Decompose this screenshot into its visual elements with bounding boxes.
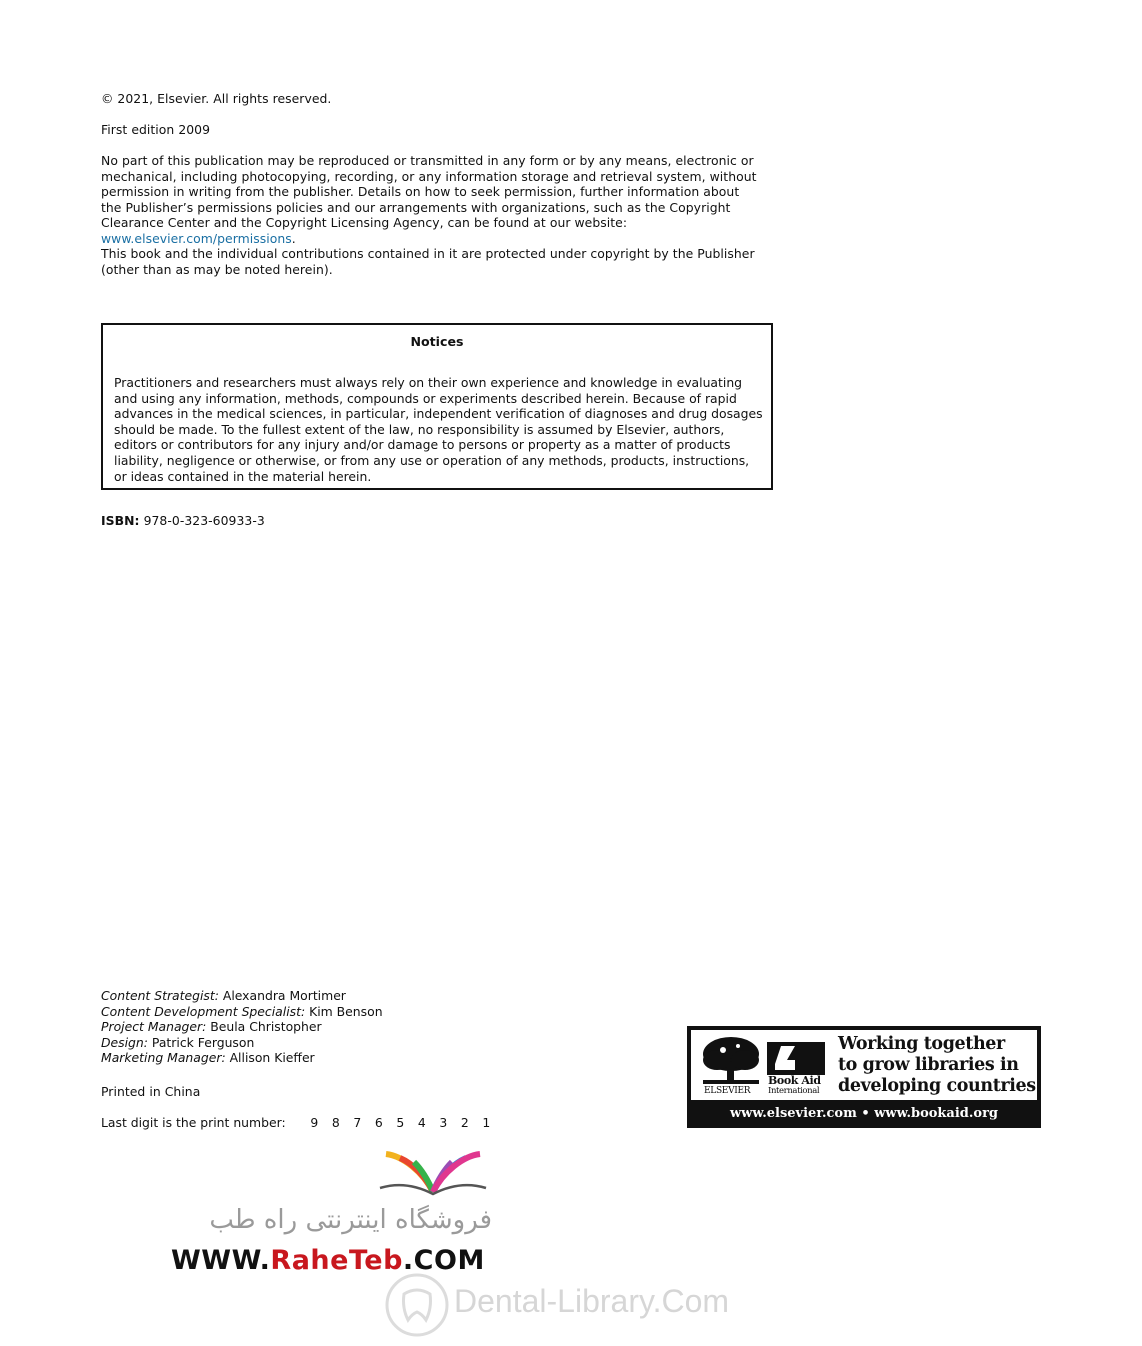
credit-line — [101, 1050, 383, 1066]
credit-role: Content Development Specialist: — [101, 1003, 306, 1019]
elsevier-label: ELSEVIER — [704, 1086, 751, 1096]
badge-line: developing countries — [838, 1076, 1036, 1096]
permissions-end: . — [291, 230, 296, 246]
notices-box — [101, 323, 773, 490]
credit-name: Beula Christopher — [210, 1019, 322, 1034]
credit-line — [101, 988, 383, 1004]
print-digit: 6 — [374, 1115, 383, 1130]
print-digit: 5 — [396, 1115, 405, 1130]
open-book-logo-icon — [378, 1150, 488, 1200]
isbn-value: 978-0-323-60933-3 — [143, 513, 265, 528]
permissions-paragraph — [101, 153, 761, 247]
print-digit: 7 — [353, 1115, 362, 1130]
print-digit: 8 — [331, 1115, 340, 1130]
url-prefix: WWW. — [171, 1245, 271, 1276]
print-digit: 1 — [482, 1115, 491, 1130]
watermark-farsi: فروشگاه اینترنتی راه طب — [209, 1205, 492, 1235]
tooth-logo-icon — [384, 1272, 450, 1338]
permissions-text: No part of this publication may be reproduced or transmitted in any form or by any means, electronic or mechanical, including photocopying, recording, or any information storage and retrieval system, without permission in writing from the publisher. Details on how to seek permission, further information about the Publisher’s permissions policies and our arrangements with organizations, such as the Copyright Clearance Center and the Copyright Licensing Agency, can be found at our website: — [101, 153, 757, 231]
edition-line: First edition 2009 — [101, 122, 211, 137]
protection-paragraph: This book and the individual contributions contained in it are protected under copyright by the Publisher (other than as may be noted herein). — [101, 246, 755, 277]
credit-name: Kim Benson — [309, 1003, 383, 1019]
isbn-label: ISBN: — [101, 513, 140, 528]
print-digit: 9 — [310, 1115, 319, 1130]
book-aid-badge — [687, 1026, 1041, 1128]
print-digit: 3 — [439, 1115, 448, 1130]
isbn-line — [101, 513, 265, 529]
print-number-label: Last digit is the print number: — [101, 1115, 286, 1130]
print-digit: 2 — [460, 1115, 469, 1130]
credit-name: Alexandra Mortimer — [222, 988, 346, 1003]
credit-role: Marketing Manager: — [101, 1050, 226, 1065]
badge-urls: www.elsevier.com • www.bookaid.org — [729, 1106, 999, 1121]
badge-slogan — [838, 1034, 1036, 1097]
credit-line — [101, 1004, 383, 1020]
badge-panel — [691, 1030, 1037, 1100]
credit-role: Content Strategist: — [101, 988, 219, 1003]
credits-list — [101, 988, 383, 1066]
credit-role: Project Manager: — [101, 1019, 207, 1034]
bookaid-name: Book Aid — [768, 1074, 821, 1087]
copyright-line: © 2021, Elsevier. All rights reserved. — [101, 91, 332, 106]
credit-line — [101, 1035, 383, 1051]
printed-in: Printed in China — [101, 1084, 201, 1099]
badge-line: Working together — [838, 1034, 1005, 1054]
notices-body: Practitioners and researchers must always rely on their own experience and knowledge in evaluating and using any information, methods, compounds or experiments described herein. Because of rapid advances in the medical sciences, in particular, independent verification of diagnoses and drug dosages should be made. To the fullest extent of the law, no responsibility is assumed by Elsevier, authors, editors or contributors for any injury and/or damage to persons or property as a matter of products liability, negligence or otherwise, or from any use or operation of any methods, products, instructions, or ideas contained in the material herein. — [114, 375, 763, 484]
credit-role: Design: — [101, 1034, 148, 1050]
url-suffix: .COM — [402, 1245, 485, 1276]
credit-line — [101, 1019, 383, 1035]
bookaid-sub: International — [768, 1086, 820, 1096]
permissions-link[interactable]: www.elsevier.com/permissions — [101, 230, 292, 246]
credit-name: Patrick Ferguson — [151, 1034, 255, 1050]
badge-line: to grow libraries in — [838, 1055, 1019, 1075]
watermark-dental: Dental-Library.Com — [454, 1283, 730, 1319]
notices-title: Notices — [410, 334, 464, 349]
bookaid-label — [768, 1076, 821, 1096]
credit-name: Allison Kieffer — [229, 1050, 315, 1065]
print-digits — [304, 1115, 498, 1130]
url-brand: RaheTeb — [270, 1245, 403, 1276]
print-number-line — [101, 1115, 497, 1130]
print-digit: 4 — [417, 1115, 426, 1130]
